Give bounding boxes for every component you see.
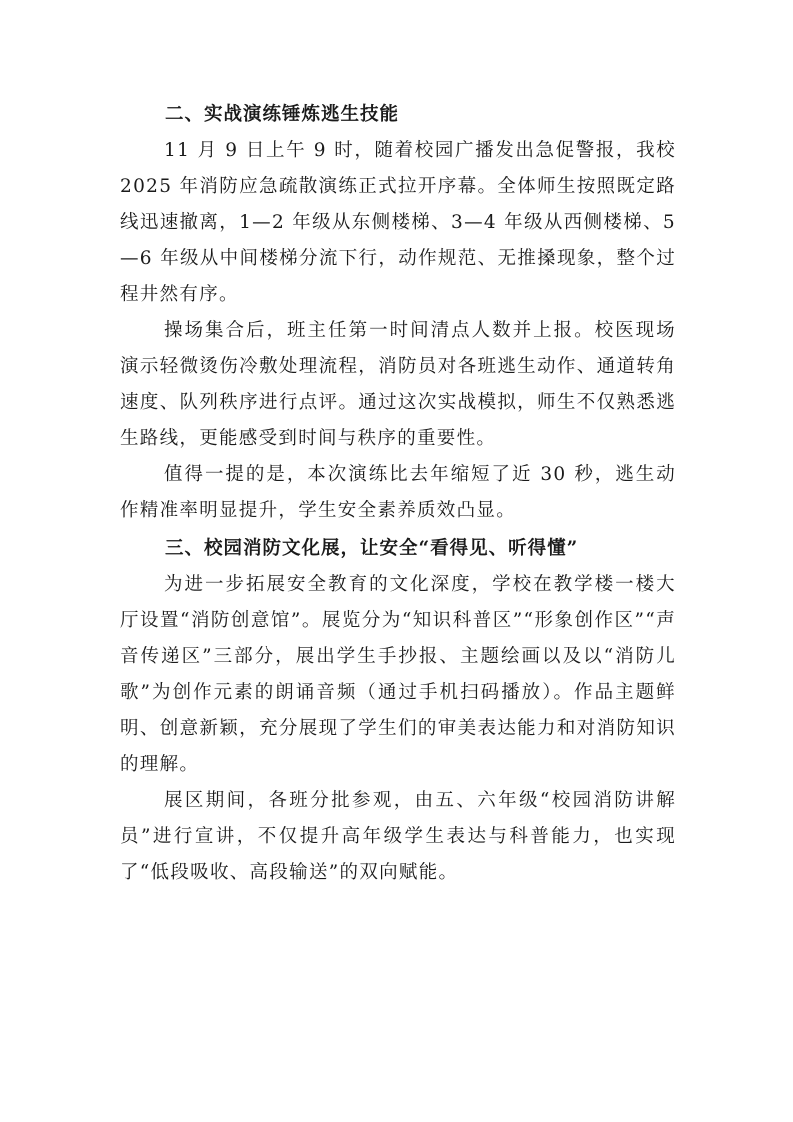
paragraph-exhibition-visit: 展区期间，各班分批参观，由五、六年级“校园消防讲解员”进行宣讲，不仅提升高年级学生表达与科普能力，也实现了“低段吸收、高段输送”的双向赋能。 [120,790,676,883]
paragraph-drill-result: 值得一提的是，本次演练比去年缩短了近 30 秒，逃生动作精准率明显提升，学生安全素养质效凸显。 [120,464,676,521]
paragraph-drill-assembly: 操场集合后，班主任第一时间清点人数并上报。校医现场演示轻微烫伤冷敷处理流程，消防员对各班逃生动作、通道转角速度、队列秩序进行点评。通过这次实战模拟，师生不仅熟悉逃生路线，更能感受到时间与秩序的重要性。 [120,320,676,449]
section-heading-drill: 二、实战演练锤炼逃生技能 [165,104,400,125]
document-body [120,97,676,891]
section-heading-exhibition: 三、校园消防文化展，让安全“看得见、听得懂” [165,538,579,559]
paragraph-drill-start: 11 月 9 日上午 9 时，随着校园广播发出急促警报，我校 2025 年消防应急疏散演练正式拉开序幕。全体师生按照既定路线迅速撤离，1—2 年级从东侧楼梯、3—4 年级从西侧楼梯、5—6 年级从中间楼梯分流下行，动作规范、无推搡现象，整个过程井然有序。 [120,140,676,305]
paragraph-exhibition-intro: 为进一步拓展安全教育的文化深度，学校在教学楼一楼大厅设置“消防创意馆”。展览分为“知识科普区”“形象创作区”“声音传递区”三部分，展出学生手抄报、主题绘画以及以“消防儿歌”为创作元素的朗诵音频（通过手机扫码播放）。作品主题鲜明、创意新颖，充分展现了学生们的审美表达能力和对消防知识的理解。 [120,574,676,775]
